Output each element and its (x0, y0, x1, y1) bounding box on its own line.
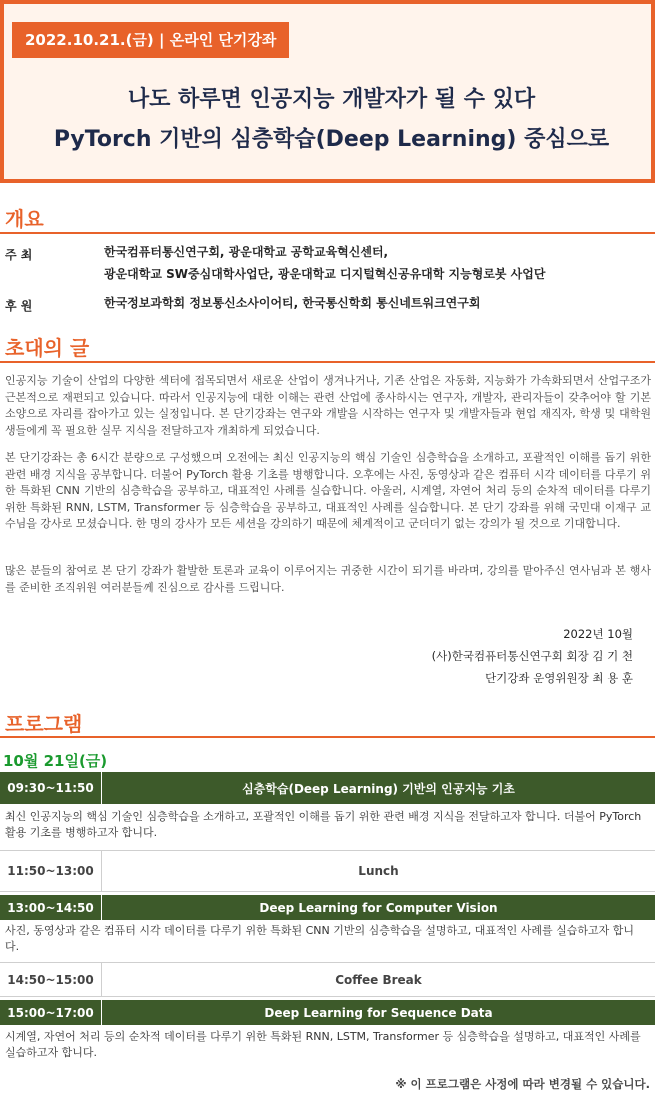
sponsor-label: 후 원 (5, 299, 33, 313)
invitation-paragraph-2: 본 단기강좌는 총 6시간 분량으로 구성했으며 오전에는 최신 인공지능의 핵심 기술인 심층학습을 소개하고, 포괄적인 이해를 돕기 위한 관련 배경 지식을 공부합니다. 더불어 PyTorch 활용 기초를 병행합니다. 오후에는 사진, 동영상과 같은 컴퓨터 시각 데이터를 다루기 위한 특화된 CNN 기반의 심층학습을 공부하고, 대표적인 사례를 실습합니다. 아울러, 시계열, 자연어 처리 등의 순차적 데이터를 다루기 위한 특화된 RNN, LSTM, Transformer 등 심층학습을 공부하고, 대표적인 사례를 실습합니다. 본 단기 강좌를 위해 국민대 이재구 교수님을 강사로 모셨습니다. 한 명의 강사가 모든 세션을 강의하기 때문에 체계적이고 군더더기 없는 강의가 될 것으로 기대합니다. (5, 451, 651, 530)
host-label: 주 최 (5, 248, 33, 262)
host-line-2: 광운대학교 SW중심대학사업단, 광운대학교 디지털혁신공유대학 지능형로봇 사업단 (104, 267, 546, 281)
session-description: 사진, 동영상과 같은 컴퓨터 시각 데이터를 다루기 위한 특화된 CNN 기반의 심층학습을 설명하고, 대표적인 사례를 실습하고자 합니다. (5, 924, 634, 953)
overview-divider (0, 232, 655, 234)
session-description: 시계열, 자연어 처리 등의 순차적 데이터를 다루기 위한 특화된 RNN, LSTM, Transformer 등 심층학습을 설명하고, 대표적인 사례를 실습하고자 합니다. (5, 1030, 641, 1059)
program-heading: 프로그램 (5, 712, 83, 736)
session-row-3 (0, 895, 655, 920)
session-title: 심층학습(Deep Learning) 기반의 인공지능 기초 (242, 781, 515, 796)
session-row-5 (0, 1000, 655, 1025)
session-title: Deep Learning for Sequence Data (264, 1005, 493, 1020)
session-row-2 (0, 850, 655, 892)
program-note: ※ 이 프로그램은 사정에 따라 변경될 수 있습니다. (395, 1077, 650, 1091)
session-time: 13:00~14:50 (0, 895, 102, 920)
sponsor-value: 한국정보과학회 정보통신소사이어티, 한국통신학회 통신네트워크연구회 (104, 296, 481, 310)
session-time: 15:00~17:00 (0, 1000, 102, 1025)
date-badge: 2022.10.21.(금) | 온라인 단기강좌 (12, 22, 289, 58)
session-row-1 (0, 772, 655, 804)
signature-line-1: (사)한국컴퓨터통신연구회 회장 김 기 천 (431, 649, 633, 663)
session-time: 14:50~15:00 (0, 963, 102, 996)
session-description: 최신 인공지능의 핵심 기술인 심층학습을 소개하고, 포괄적인 이해를 돕기 위한 관련 배경 지식을 전달하고자 합니다. 더불어 PyTorch 활용 기초를 병행하고자 합니다. (5, 810, 642, 839)
invitation-paragraph-1: 인공지능 기술이 산업의 다양한 섹터에 접목되면서 새로운 산업이 생겨나거나, 기존 산업은 자동화, 지능화가 가속화되면서 산업구조가 근본적으로 재편되고 있습니다. 따라서 인공지능에 대한 이해는 관련 산업에 종사하시는 연구자, 개발자, 관리자들이 갖추어야 할 기본 소양으로 자리를 잡아가고 있는 실정입니다. 본 단기강좌는 연구와 개발을 시작하는 연구자 및 개발자들과 현업 재직자, 학생 및 대학원생들에게 꼭 필요한 실무 지식을 전달하고자 개최하게 되었습니다. (5, 374, 651, 437)
session-title: Deep Learning for Computer Vision (259, 900, 498, 915)
session-row-4 (0, 962, 655, 997)
session-time: 11:50~13:00 (0, 851, 102, 891)
invitation-divider (0, 361, 655, 363)
session-title: Coffee Break (335, 972, 422, 987)
signature-date: 2022년 10월 (563, 627, 633, 641)
program-divider (0, 736, 655, 738)
program-day: 10월 21일(금) (3, 752, 108, 770)
invitation-paragraph-3: 많은 분들의 참여로 본 단기 강좌가 활발한 토론과 교육이 이루어지는 귀중한 시간이 되기를 바라며, 강의를 맡아주신 연사님과 본 행사를 준비한 조직위원 여러분들께 진심으로 감사를 드립니다. (5, 564, 651, 594)
title-line-2: PyTorch 기반의 심층학습(Deep Learning) 중심으로 (53, 127, 610, 152)
session-title: Lunch (358, 864, 399, 878)
title-line-1: 나도 하루면 인공지능 개발자가 될 수 있다 (127, 87, 536, 112)
signature-line-2: 단기강좌 운영위원장 최 용 훈 (485, 671, 633, 685)
host-line-1: 한국컴퓨터통신연구회, 광운대학교 공학교육혁신센터, (104, 245, 389, 259)
invitation-heading: 초대의 글 (5, 336, 90, 360)
header-banner (0, 0, 655, 183)
session-time: 09:30~11:50 (0, 772, 102, 804)
overview-heading: 개요 (5, 207, 44, 231)
